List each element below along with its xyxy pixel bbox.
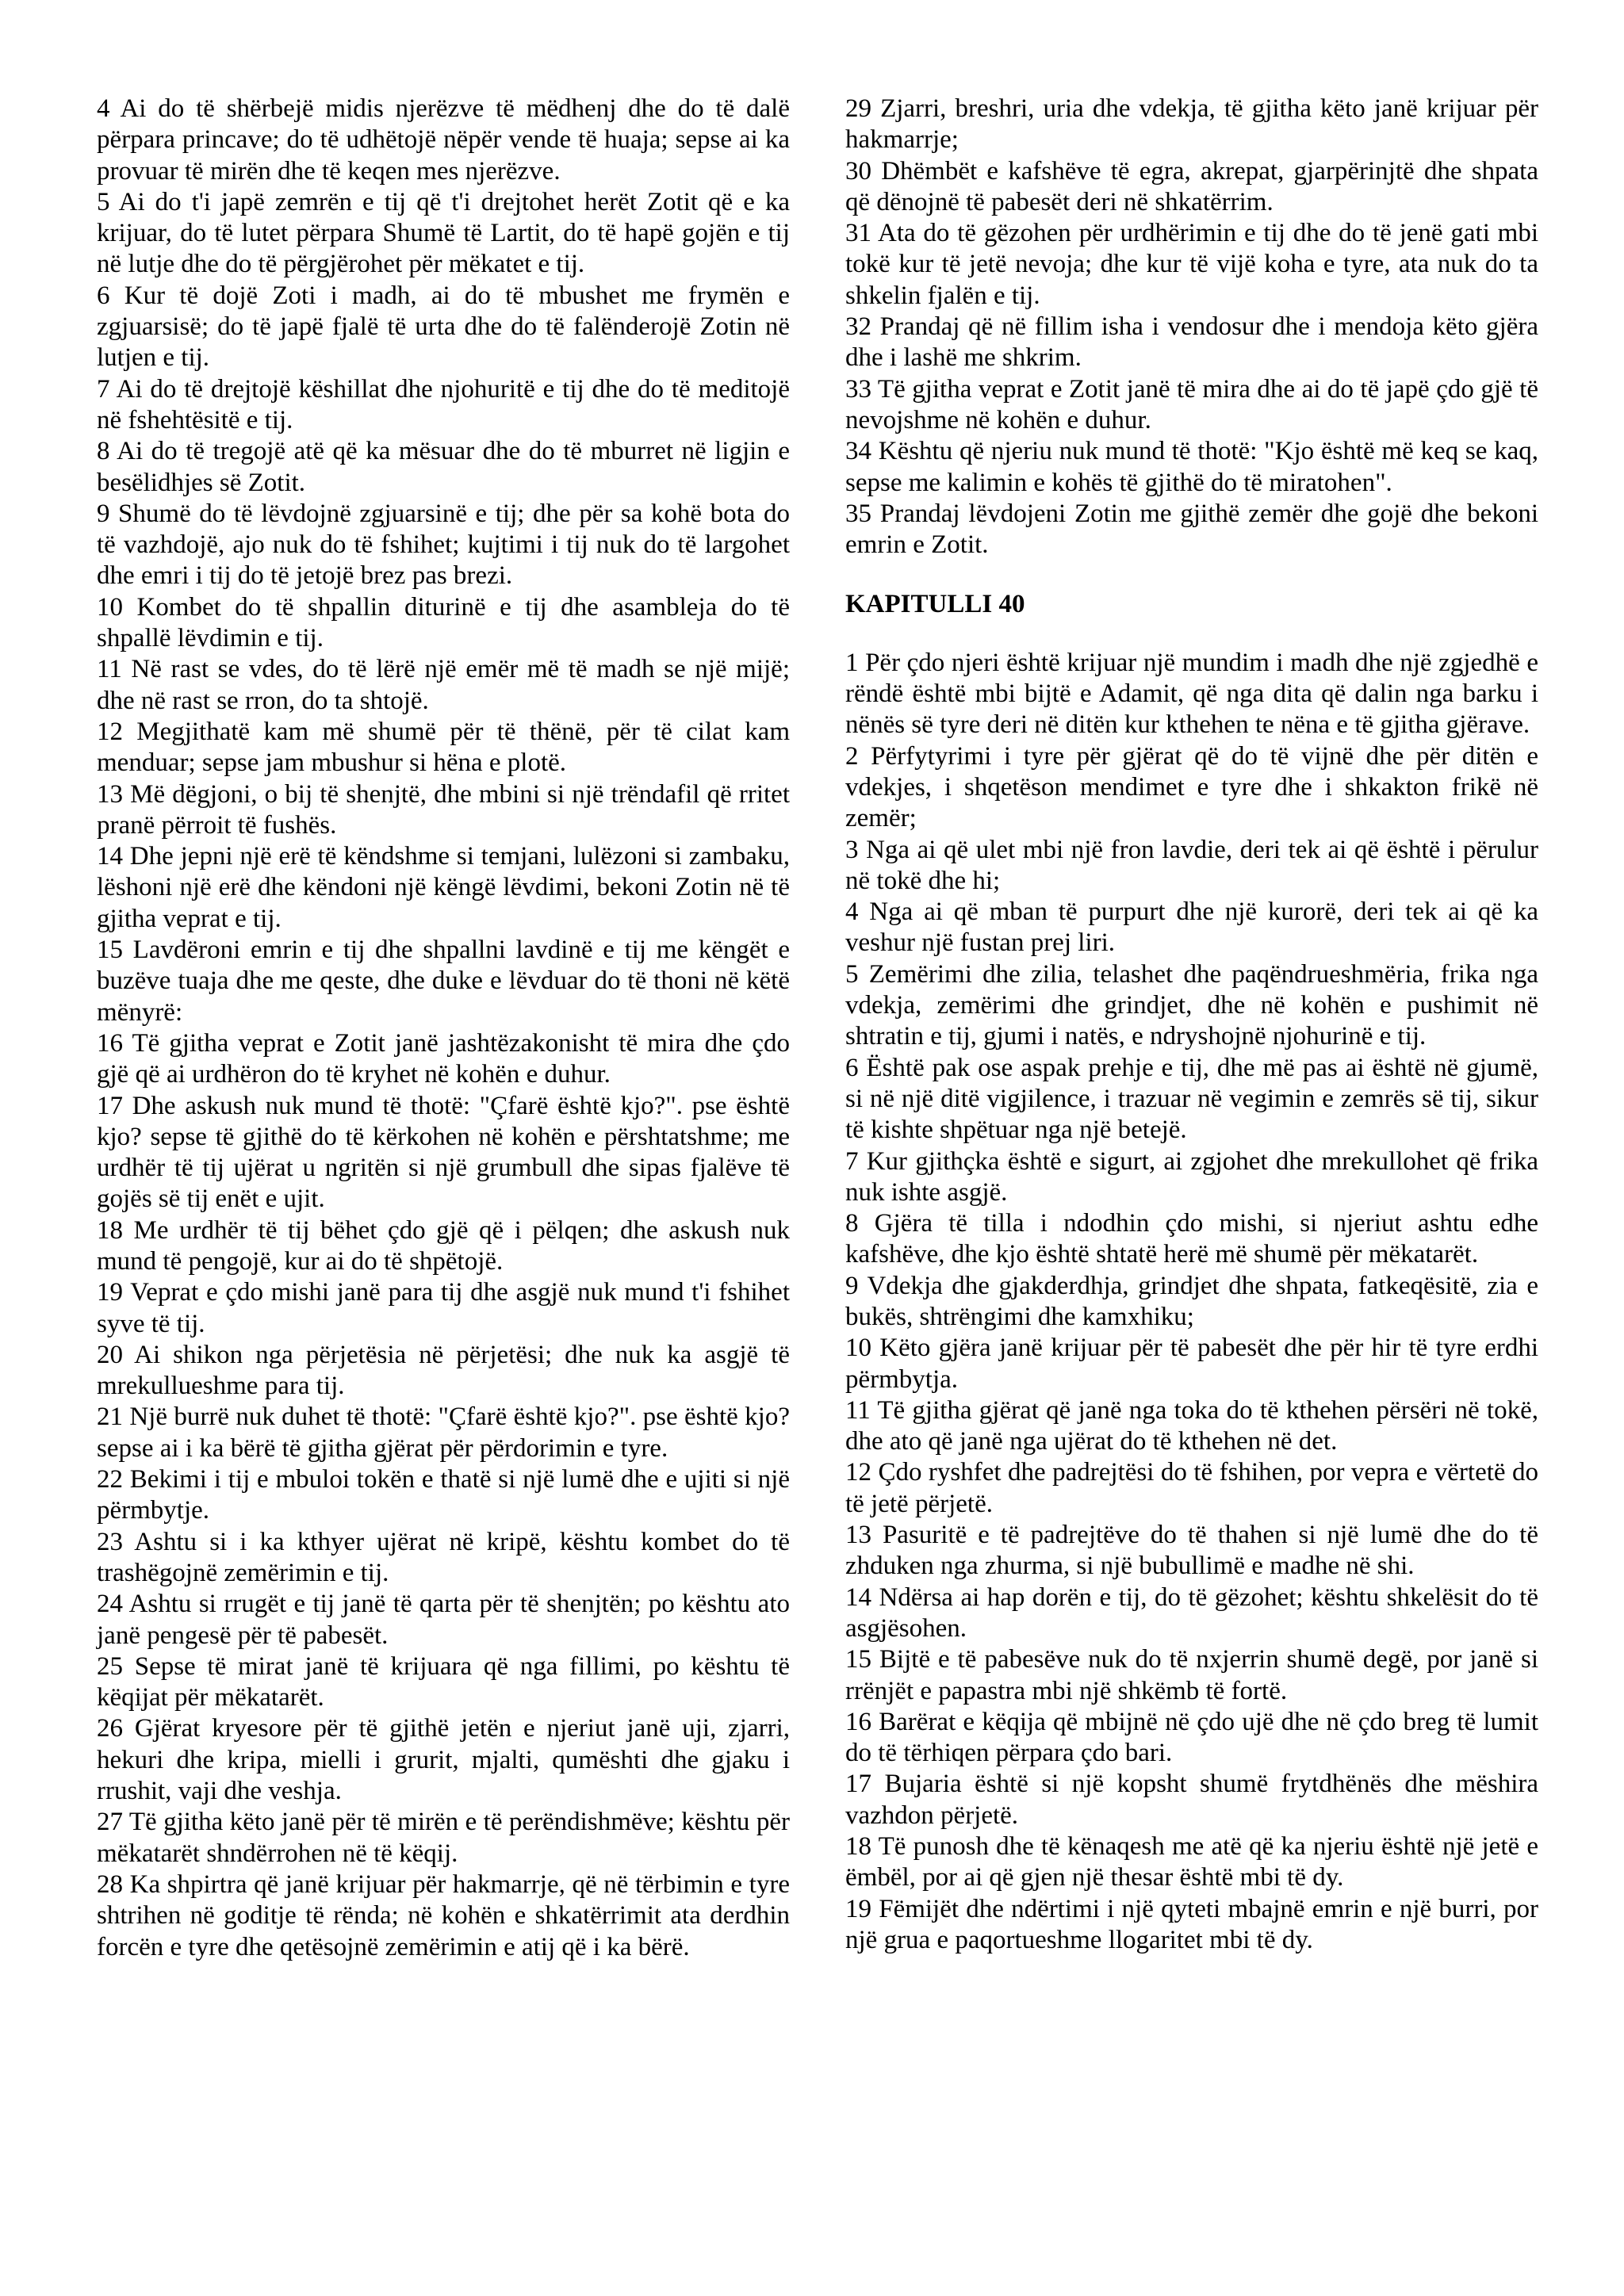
- verse: 9 Vdekja dhe gjakderdhja, grindjet dhe shpata, fatkeqësitë, zia e bukës, shtrëngimi dhe kamxhiku;: [845, 1271, 1538, 1331]
- verse: 10 Kombet do të shpallin diturinë e tij dhe asambleja do të shpallë lëvdimin e tij.: [97, 592, 790, 653]
- verse: 23 Ashtu si i ka kthyer ujërat në kripë, kështu kombet do të trashëgojnë zemërimin e tij.: [97, 1527, 790, 1587]
- verse: 27 Të gjitha këto janë për të mirën e të perëndishmëve; kështu për mëkatarët shndërrohen në të këqij.: [97, 1808, 790, 1868]
- verse: 24 Ashtu si rrugët e tij janë të qarta për të shenjtën; po kështu ato janë pengesë për të pabesët.: [97, 1590, 790, 1650]
- verse: 6 Është pak ose aspak prehje e tij, dhe më pas ai është në gjumë, si në një ditë vigjilence, i trazuar në vegimin e zemrës së tij, sikur të kishte shpëtuar nga një betejë.: [845, 1053, 1538, 1145]
- verse: 17 Bujaria është si një kopsht shumë frytdhënës dhe mëshira vazhdon përjetë.: [845, 1770, 1538, 1830]
- verse: 15 Lavdëroni emrin e tij dhe shpallni lavdinë e tij me këngët e buzëve tuaja dhe me qeste, dhe duke e lëvduar do të thoni në këtë mënyrë:: [97, 936, 790, 1027]
- verse: 28 Ka shpirtra që janë krijuar për hakmarrje, që në tërbimin e tyre shtrihen në goditje të rënda; në kohën e shkatërrimit ata derdhin forcën e tyre dhe qetësojnë zemërimin e atij që i ka bërë.: [97, 1869, 790, 1961]
- verse: 31 Ata do të gëzohen për urdhërimin e tij dhe do të jenë gati mbi tokë kur të jetë nevoja; dhe kur të vijë koha e tyre, ata nuk do ta shkelin fjalën e tij.: [845, 219, 1538, 310]
- verse: 26 Gjërat kryesore për të gjithë jetën e njeriut janë uji, zjarri, hekuri dhe kripa, mielli i grurit, mjalti, qumështi dhe gjaku i rrushit, vaji dhe veshja.: [97, 1714, 790, 1806]
- verse: 1 Për çdo njeri është krijuar një mundim i madh dhe një zgjedhë e rëndë është mbi bijtë e Adamit, që nga dita që dalin nga barku i nënës së tyre deri në ditën kur kthehen te nëna e të gjitha gjërave.: [845, 648, 1538, 740]
- verse: 29 Zjarri, breshri, uria dhe vdekja, të gjitha këto janë krijuar për hakmarrje;: [845, 94, 1538, 155]
- document-page: [97, 94, 1538, 2266]
- chapter-heading: KAPITULLI 40: [845, 590, 1025, 619]
- verse: 15 Bijtë e të pabesëve nuk do të nxjerrin shumë degë, por janë si rrënjët e papastra mbi një shkëmb të fortë.: [845, 1645, 1538, 1705]
- verse: 32 Prandaj që në fillim isha i vendosur dhe i mendoja këto gjëra dhe i lashë me shkrim.: [845, 312, 1538, 373]
- verse: 5 Zemërimi dhe zilia, telashet dhe paqëndrueshmëria, frika nga vdekja, zemërimi dhe grindjet, dhe në kohën e pushimit në shtratin e tij, gjumi i natës, e ndryshojnë njohurinë e tij.: [845, 959, 1538, 1051]
- verse: 6 Kur të dojë Zoti i madh, ai do të mbushet me frymën e zgjuarsisë; do të japë fjalë të urta dhe do të falënderojë Zotin në lutjen e tij.: [97, 281, 790, 373]
- verse: 7 Ai do të drejtojë këshillat dhe njohuritë e tij dhe do të meditojë në fshehtësitë e tij.: [97, 374, 790, 434]
- verse: 2 Përfytyrimi i tyre për gjërat që do të vijnë dhe për ditën e vdekjes, i shqetëson mendimet e tyre dhe i shkakton frikë në zemër;: [845, 741, 1538, 833]
- verse: 13 Më dëgjoni, o bij të shenjtë, dhe mbini si një trëndafil që rritet pranë përroit të fushës.: [97, 779, 790, 840]
- verse: 18 Të punosh dhe të kënaqesh me atë që ka njeriu është një jetë e ëmbël, por ai që gjen një thesar është mbi të dy.: [845, 1832, 1538, 1892]
- verse: 16 Barërat e këqija që mbijnë në çdo ujë dhe në çdo breg të lumit do të tërhiqen përpara çdo bari.: [845, 1707, 1538, 1768]
- verse: 5 Ai do t'i japë zemrën e tij që t'i drejtohet herët Zotit që e ka krijuar, do të lutet përpara Shumë të Lartit, do të hapë gojën e tij në lutje dhe do të përgjërohet për mëkatet e tij.: [97, 187, 790, 279]
- verse: 8 Ai do të tregojë atë që ka mësuar dhe do të mburret në ligjin e besëlidhjes së Zotit.: [97, 437, 790, 497]
- verse: 14 Ndërsa ai hap dorën e tij, do të gëzohet; kështu shkelësit do të asgjësohen.: [845, 1582, 1538, 1643]
- verse: 10 Këto gjëra janë krijuar për të pabesët dhe për hir të tyre erdhi përmbytja.: [845, 1334, 1538, 1394]
- verse: 11 Të gjitha gjërat që janë nga toka do të kthehen përsëri në tokë, dhe ato që janë nga ujërat do të kthehen në det.: [845, 1395, 1538, 1456]
- left-column: [97, 94, 790, 1963]
- verse: 33 Të gjitha veprat e Zotit janë të mira dhe ai do të japë çdo gjë të nevojshme në kohën e duhur.: [845, 374, 1538, 434]
- verse: 4 Ai do të shërbejë midis njerëzve të mëdhenj dhe do të dalë përpara princave; do të udhëtojë nëpër vende të huaja; sepse ai ka provuar të mirën dhe të keqen mes njerëzve.: [97, 94, 790, 186]
- verse: 20 Ai shikon nga përjetësia në përjetësi; dhe nuk ka asgjë të mrekullueshme para tij.: [97, 1340, 790, 1401]
- verse: 30 Dhëmbët e kafshëve të egra, akrepat, gjarpërinjtë dhe shpata që dënojnë të pabesët deri në shkatërrim.: [845, 156, 1538, 216]
- verse: 8 Gjëra të tilla i ndodhin çdo mishi, si njeriut ashtu edhe kafshëve, dhe kjo është shtatë herë më shumë për mëkatarët.: [845, 1209, 1538, 1269]
- verse: 3 Nga ai që ulet mbi një fron lavdie, deri tek ai që është i përulur në tokë dhe hi;: [845, 835, 1538, 895]
- verse: 25 Sepse të mirat janë të krijuara që nga fillimi, po kështu të këqijat për mëkatarët.: [97, 1651, 790, 1712]
- verse: 7 Kur gjithçka është e sigurt, ai zgjohet dhe mrekullohet që frika nuk ishte asgjë.: [845, 1146, 1538, 1207]
- verse: 14 Dhe jepni një erë të këndshme si temjani, lulëzoni si zambaku, lëshoni një erë dhe këndoni një këngë lëvdimi, bekoni Zotin në të gjitha veprat e tij.: [97, 842, 790, 933]
- verse: 34 Kështu që njeriu nuk mund të thotë: "Kjo është më keq se kaq, sepse me kalimin e kohës të gjithë do të miratohen".: [845, 437, 1538, 497]
- verse: 35 Prandaj lëvdojeni Zotin me gjithë zemër dhe gojë dhe bekoni emrin e Zotit.: [845, 499, 1538, 560]
- right-column: [845, 94, 1538, 1956]
- verse: 19 Veprat e çdo mishi janë para tij dhe asgjë nuk mund t'i fshihet syve të tij.: [97, 1278, 790, 1338]
- verse: 11 Në rast se vdes, do të lërë një emër më të madh se një mijë; dhe në rast se rron, do ta shtojë.: [97, 655, 790, 715]
- verse: 22 Bekimi i tij e mbuloi tokën e thatë si një lumë dhe e ujiti si një përmbytje.: [97, 1465, 790, 1525]
- verse: 17 Dhe askush nuk mund të thotë: "Çfarë është kjo?". pse është kjo? sepse të gjithë do të kërkohen në kohën e përshtatshme; me urdhër të tij ujërat u ngritën si një grumbull dhe sipas fjalëve të gojës së tij enët e ujit.: [97, 1091, 790, 1214]
- verse: 13 Pasuritë e të padrejtëve do të thahen si një lumë dhe do të zhduken nga zhurma, si një bubullimë e madhe në shi.: [845, 1521, 1538, 1581]
- verse: 12 Çdo ryshfet dhe padrejtësi do të fshihen, por vepra e vërtetë do të jetë përjetë.: [845, 1458, 1538, 1518]
- verse: 19 Fëmijët dhe ndërtimi i një qyteti mbajnë emrin e një burri, por një grua e paqortueshme llogaritet mbi të dy.: [845, 1894, 1538, 1954]
- verse: 21 Një burrë nuk duhet të thotë: "Çfarë është kjo?". pse është kjo? sepse ai i ka bërë të gjitha gjërat për përdorimin e tyre.: [97, 1402, 790, 1463]
- verse: 12 Megjithatë kam më shumë për të thënë, për të cilat kam menduar; sepse jam mbushur si hëna e plotë.: [97, 717, 790, 778]
- verse: 4 Nga ai që mban të purpurt dhe një kurorë, deri tek ai që ka veshur një fustan prej liri.: [845, 897, 1538, 958]
- verse: 9 Shumë do të lëvdojnë zgjuarsinë e tij; dhe për sa kohë bota do të vazhdojë, ajo nuk do të fshihet; kujtimi i tij nuk do të largohet dhe emri i tij do të jetojë brez pas brezi.: [97, 499, 790, 591]
- verse: 18 Me urdhër të tij bëhet çdo gjë që i pëlqen; dhe askush nuk mund të pengojë, kur ai do të shpëtojë.: [97, 1215, 790, 1276]
- verse: 16 Të gjitha veprat e Zotit janë jashtëzakonisht të mira dhe çdo gjë që ai urdhëron do të kryhet në kohën e duhur.: [97, 1028, 790, 1089]
